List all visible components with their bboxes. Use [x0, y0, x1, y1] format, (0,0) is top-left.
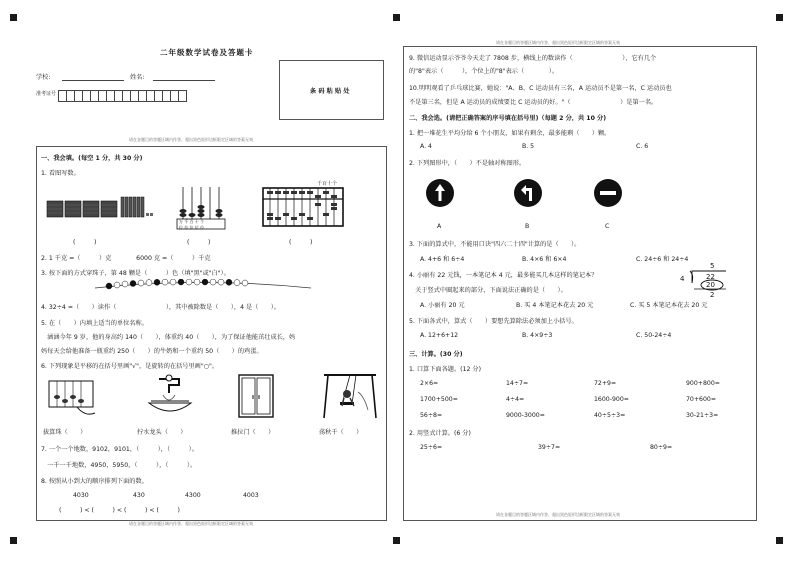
choice-question-2: 2. 下列图形中，（ ）不是轴对称图形。 [409, 160, 526, 167]
choice-1-option-c[interactable]: C. 6 [636, 143, 649, 150]
question-1-6: 6. 下列现象是平移的在括号里画"√"，是旋转的在括号里画"○"。 [41, 363, 219, 370]
corner-marker [10, 14, 17, 21]
section-2-heading: 二、我会选。(请把正确答案的序号填在括号里)（每题 2 分，共 10 分) [409, 115, 607, 122]
exam-number-boxes[interactable] [58, 90, 186, 102]
question-1-5-line-2: 涵涵今年 9 岁，他的身高约 140（ ），体重约 40（ ），为了保证他能茁壮成长，妈 [41, 334, 296, 341]
corner-marker [393, 14, 400, 21]
q1-blank-a[interactable]: ( ) [73, 239, 97, 246]
question-1-7: 7. 一个一个地数，9102，9101，（ ），（ ）。 [41, 446, 198, 453]
school-field[interactable] [62, 80, 124, 81]
question-1-2: 2. 1 千克 =（ ）克 6000 克 =（ ）千克 [41, 255, 211, 262]
choice-1-option-b[interactable]: B. 5 [522, 143, 535, 150]
calc-item[interactable]: 1600-900= [594, 396, 629, 403]
exam-number-label: 准考证号 [36, 91, 57, 97]
question-1-10-line-2: 不是第三名，但是 A 运动员的成绩要比 C 运动员的好。"（ ）是第一名。 [409, 99, 658, 106]
panel-note-top: 请在各题目的答题区域内作答，超出黑色矩形边框限定区域的答案无效 [496, 40, 620, 45]
choice-question-1: 1. 把一堆花生平均分给 6 个小朋友，如果有剩余，最多能剩（ ）颗。 [409, 130, 611, 137]
choice-4-option-a[interactable]: A. 小丽有 20 元 [420, 302, 465, 309]
calc-item[interactable]: 72+9= [594, 380, 617, 387]
calc-item[interactable]: 2×6= [420, 380, 439, 387]
calc-item[interactable]: 900+800= [686, 380, 720, 387]
division-remainder: 2 [710, 291, 715, 299]
division-quotient: 5 [710, 262, 715, 270]
section-3-heading: 三、计算。(30 分) [409, 351, 463, 358]
choice-4-option-b[interactable]: B. 买 4 本笔记本花去 20 元 [516, 302, 594, 309]
panel-note-bottom: 请在各题目的答题区域内作答，超出黑色矩形边框限定区域的答案无效 [129, 521, 253, 526]
bead-frame-abacus-icon [262, 187, 344, 231]
calc-item[interactable]: 14÷7= [506, 380, 529, 387]
section-1-heading: 一、我会填。(每空 1 分，共 30 分) [41, 155, 143, 162]
sliding-door-picture-icon [237, 373, 275, 423]
choice-question-3: 3. 下面的算式中，不能用口诀"四六二十四"计算的是（ ）。 [409, 241, 581, 248]
cube-blocks-icon [45, 193, 155, 237]
paper-title: 二年级数学试卷及答题卡 [160, 48, 254, 57]
calc-item[interactable]: 30-21÷3= [686, 412, 719, 419]
arrow-up-sign-icon [426, 179, 454, 207]
question-1-7-line-2: 一千一千地数，4950，5950，（ ），（ ）。 [41, 462, 197, 469]
q8-number-4: 4003 [243, 492, 259, 499]
shape-label-a[interactable]: A [437, 223, 442, 230]
bead-frame-heading: 千百十个 [317, 181, 338, 187]
choice-5-option-c[interactable]: C. 50-24÷4 [636, 332, 672, 339]
q6-label-swing[interactable]: 荡秋千（ ） [319, 429, 363, 436]
calc-part-1-heading: 1. 口算下面各题。(12 分) [409, 366, 482, 373]
svg-text:4: 4 [680, 275, 685, 283]
choice-5-option-a[interactable]: A. 12+6+12 [420, 332, 459, 339]
abacus-place-labels: 万 千 百 十 个 [179, 219, 205, 224]
q6-label-abacus[interactable]: 拔算珠（ ） [43, 429, 87, 436]
choice-4-option-c[interactable]: C. 买 5 本笔记本花去 20 元 [630, 302, 708, 309]
q1-blank-b[interactable]: ( ) [187, 239, 211, 246]
question-1-3: 3. 按下面的方式穿珠子，第 48 颗是（ ）色（填"黑"或"白"）。 [41, 270, 230, 277]
choice-question-4: 4. 小丽有 22 元钱，一本笔记本 4 元，最多能买几本这样的笔记本？ [409, 272, 598, 279]
panel-note-top: 请在各题目的答题区域内作答，超出黑色矩形边框限定区域的答案无效 [129, 137, 253, 142]
question-1-1: 1. 看图写数。 [41, 170, 80, 177]
vertical-calc-item[interactable]: 25÷6= [420, 444, 443, 451]
calc-item[interactable]: 56÷8= [420, 412, 443, 419]
q8-number-1: 4030 [73, 492, 89, 499]
water-faucet-picture-icon [145, 373, 195, 423]
question-1-8: 8. 按照从小到大的顺序排列下面的数。 [41, 478, 148, 485]
vertical-calc-item[interactable]: 80÷9= [650, 444, 673, 451]
q8-number-2: 430 [133, 492, 145, 499]
corner-marker [10, 537, 17, 544]
shape-label-c[interactable]: C [605, 223, 610, 230]
shape-label-b[interactable]: B [525, 223, 530, 230]
panel-note-bottom: 请在各题目的答题区域内作答，超出黑色矩形边框限定区域的答案无效 [496, 512, 620, 517]
corner-marker [776, 14, 783, 21]
barcode-sticker-box [279, 60, 384, 120]
abacus-bead-picture-icon [47, 377, 97, 423]
question-1-10: 10.明明观看了乒乓球比赛，她说："A、B、C 运动员有三名，A 运动员不是第一名，C 运动员也 [409, 85, 672, 92]
swing-picture-icon [322, 372, 378, 424]
right-answer-panel [403, 40, 757, 521]
question-1-4: 4. 32÷4 =（ ）读作（ ），其中被除数是（ ），4 是（ ）。 [41, 304, 280, 311]
choice-3-option-a[interactable]: A. 4+6 和 6÷4 [420, 256, 465, 263]
name-label: 姓名: [130, 74, 145, 81]
corner-marker [393, 537, 400, 544]
bead-string-icon [93, 279, 313, 301]
choice-question-4-line-2: 关于竖式中圈起来的部分，下面说法正确的是（ ）。 [409, 287, 567, 294]
corner-marker [776, 537, 783, 544]
q6-label-faucet[interactable]: 拧水龙头（ ） [137, 429, 187, 436]
left-answer-panel [36, 137, 387, 526]
calc-item[interactable]: 9000-3000= [506, 412, 545, 419]
choice-3-option-c[interactable]: C. 24÷6 和 24÷4 [636, 256, 689, 263]
division-product: 20 [706, 281, 715, 289]
choice-5-option-b[interactable]: B. 4×9÷3 [522, 332, 553, 339]
q8-number-3: 4300 [185, 492, 201, 499]
calc-item[interactable]: 70+600= [686, 396, 717, 403]
school-label: 学校: [36, 74, 51, 81]
q1-blank-c[interactable]: ( ) [289, 239, 313, 246]
division-dividend: 22 [706, 273, 715, 281]
choice-1-option-a[interactable]: A. 4 [420, 143, 432, 150]
question-1-9-line-2: 的"8"表示（ ），个位上的"8"表示（ ）。 [409, 68, 559, 75]
calc-part-2-heading: 2. 用竖式计算。(6 分) [409, 430, 471, 437]
name-field[interactable] [153, 80, 215, 81]
choice-3-option-b[interactable]: B. 4×6 和 6×4 [522, 256, 567, 263]
abacus-place-sublabels: 位 位 位 位 位 [179, 225, 205, 230]
question-1-9: 9. 微信运动显示爷爷今天走了 7808 步，横线上的数读作（ ），它有几个 [409, 55, 657, 62]
barcode-sticker-label: 条 码 粘 贴 处 [310, 88, 350, 95]
question-1-5: 5. 在（ ）内填上适当的单位名称。 [41, 320, 148, 327]
vertical-calc-item[interactable]: 39÷7= [538, 444, 561, 451]
q8-order-blanks[interactable]: ( ) < ( ) < ( ) < ( ) [59, 507, 180, 514]
turn-left-sign-icon [514, 179, 542, 207]
calc-item[interactable]: 1700+500= [420, 396, 458, 403]
q6-label-door[interactable]: 推拉门（ ） [231, 429, 275, 436]
calc-item[interactable]: 4÷4= [506, 396, 525, 403]
no-entry-sign-icon [594, 179, 622, 207]
choice-question-5: 5. 下面各式中，算式（ ）要想先算除法必须加上小括号。 [409, 318, 578, 325]
calc-item[interactable]: 40÷5÷3= [594, 412, 626, 419]
question-1-5-line-3: 妈每天会给他准备一瓶重约 250（ ）的牛奶和一个重约 50（ ）的鸡蛋。 [41, 348, 263, 355]
